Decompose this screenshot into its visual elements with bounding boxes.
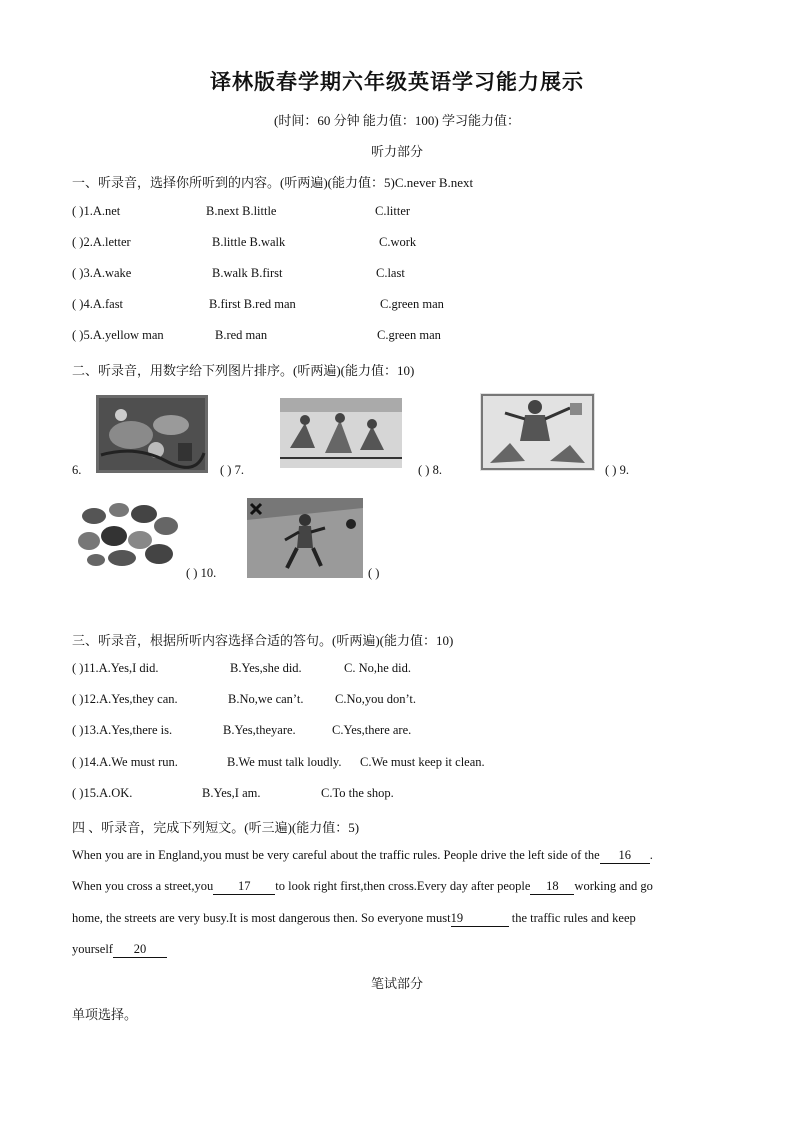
blank-16[interactable]: 16 (600, 848, 650, 864)
blank-20[interactable]: 20 (113, 942, 167, 958)
written-heading: 笔试部分 (370, 976, 423, 991)
section-3-title: 三、听录音，根据所听内容选择合适的答句。(听两遍)(能力值：10) (72, 633, 454, 648)
blank-17[interactable]: 17 (213, 879, 275, 895)
blank-19[interactable]: 19 (451, 911, 509, 927)
passage-line-4: yourself 20 (72, 942, 167, 958)
section-2-title: 二、听录音，用数字给下列图片排序。(听两遍)(能力值：10) (72, 363, 415, 378)
picture-label-7: ( ) 7. (220, 463, 244, 477)
listening-heading: 听力部分 (370, 144, 423, 159)
picture-label-9: ( ) 9. (605, 463, 629, 477)
section-4-title: 四 、听录音，完成下列短文。(听三遍)(能力值：5) (72, 820, 360, 835)
picture-label-10: ( ) 10. (186, 566, 217, 580)
single-choice-title: 单项选择。 (72, 1007, 138, 1022)
picture-10 (247, 498, 363, 578)
passage-line-3: home, the streets are very busy.It is most dangerous then. So everyone must19 the traffic rules and keep (72, 911, 636, 925)
passage-line-2: When you cross a street,you 17 to look right first,then cross.Every day after people 18 working and go (72, 879, 653, 893)
picture-7 (280, 398, 402, 468)
picture-6 (96, 395, 208, 473)
section-1-title: 一、听录音，选择你所听到的内容。(听两遍)(能力值：5)C.never B.next (72, 175, 474, 190)
blank-18[interactable]: 18 (530, 879, 574, 895)
passage-line-1: When you are in England,you must be very careful about the traffic rules. People drive the left side of the 16 . (72, 848, 653, 862)
exam-info: (时间：60 分钟 能力值：100) 学习能力值： (274, 113, 520, 128)
picture-label-6: 6. (72, 463, 82, 477)
picture-label-8: ( ) 8. (418, 463, 442, 477)
picture-8 (480, 393, 595, 471)
picture-answer-10: ( ) (368, 566, 380, 580)
picture-9 (74, 496, 182, 568)
page-title: 译林版春学期六年级英语学习能力展示 (210, 70, 584, 94)
